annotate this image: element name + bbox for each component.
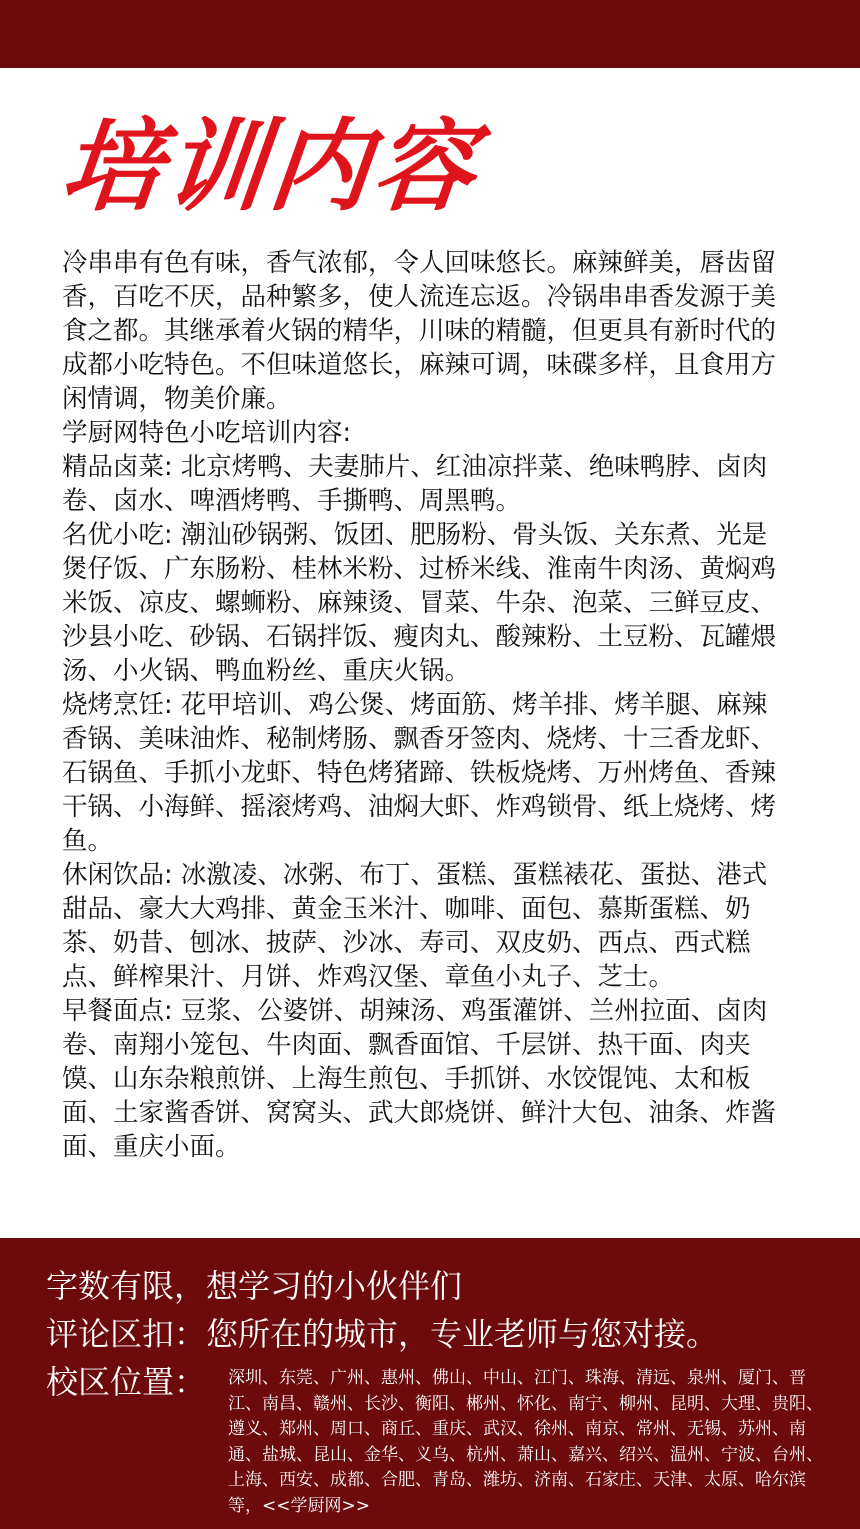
intro-paragraph: 冷串串有色有味，香气浓郁，令人回味悠长。麻辣鲜美，唇齿留香，百吃不厌，品种繁多，使人流连忘返。冷锅串串香发源于美食之都。其继承着火锅的精华，川味的精髓，但更具有新时代的成都小吃特色。不但味道悠长，麻辣可调，味碟多样，且食用方闲情调，物美价廉。 [62,248,777,414]
campus-label: 校区位置： [46,1363,207,1401]
category-items: 北京烤鸭、夫妻肺片、红油凉拌菜、绝味鸭脖、卤肉卷、卤水、啤酒烤鸭、手撕鸭、周黑鸭。 [62,452,768,516]
category-paragraph [62,994,792,1164]
campus-city-list: 深圳、东莞、广州、惠州、佛山、中山、江门、珠海、清远、泉州、厦门、晋江、南昌、赣州、长沙、衡阳、郴州、怀化、南宁、柳州、昆明、大理、贵阳、遵义、郑州、周口、商丘、重庆、武汉、徐州、南京、常州、无锡、苏州、南通、盐城、昆山、金华、义乌、杭州、萧山、嘉兴、绍兴、温州、宁波、台州、上海、西安、成都、合肥、青岛、潍坊、济南、石家庄、天津、太原、哈尔滨等，<<学厨网>> [228,1368,823,1516]
category-label: 休闲饮品: [62,860,173,890]
category-label: 烧烤烹饪: [62,690,173,720]
category-paragraph [62,518,792,688]
page-title: 培训内容 [55,108,485,225]
category-items: 冰激凌、冰粥、布丁、蛋糕、蛋糕裱花、蛋挞、港式甜品、豪大大鸡排、黄金玉米汁、咖啡、面包、慕斯蛋糕、奶茶、奶昔、刨冰、披萨、沙冰、寿司、双皮奶、西点、西式糕点、鲜榨果汁、月饼、炸鸡汉堡、章鱼小丸子、芝士。 [62,860,768,992]
category-paragraph [62,450,792,518]
category-paragraph [62,688,792,858]
article-body [62,246,792,1164]
category-items: 豆浆、公婆饼、胡辣汤、鸡蛋灌饼、兰州拉面、卤肉卷、南翔小笼包、牛肉面、飘香面馆、千层饼、热干面、肉夹馍、山东杂粮煎饼、上海生煎包、手抓饼、水饺馄饨、太和板面、土家酱香饼、窝窝头、武大郎烧饼、鲜汁大包、油条、炸酱面、重庆小面。 [62,996,777,1162]
category-label: 精品卤菜: [62,452,173,482]
top-banner [0,0,860,68]
footer-banner [0,1238,860,1529]
footer-line-2: 评论区扣：您所在的城市，专业老师与您对接。 [46,1315,719,1353]
category-label: 早餐面点: [62,996,173,1026]
category-paragraph [62,858,792,994]
footer-line-1: 字数有限，想学习的小伙伴们 [46,1267,463,1305]
section-heading: 学厨网特色小吃培训内容: [62,418,352,448]
category-items: 潮汕砂锅粥、饭团、肥肠粉、骨头饭、关东煮、光是煲仔饭、广东肠粉、桂林米粉、过桥米线、淮南牛肉汤、黄焖鸡米饭、凉皮、螺蛳粉、麻辣烫、冒菜、牛杂、泡菜、三鲜豆皮、沙县小吃、砂锅、石锅拌饭、瘦肉丸、酸辣粉、土豆粉、瓦罐煨汤、小火锅、鸭血粉丝、重庆火锅。 [62,520,777,686]
category-label: 名优小吃: [62,520,173,550]
category-items: 花甲培训、鸡公煲、烤面筋、烤羊排、烤羊腿、麻辣香锅、美味油炸、秘制烤肠、飘香牙签肉、烧烤、十三香龙虾、石锅鱼、手抓小龙虾、特色烤猪蹄、铁板烧烤、万州烤鱼、香辣干锅、小海鲜、摇滚烤鸡、油焖大虾、炸鸡锁骨、纸上烧烤、烤鱼。 [62,690,777,856]
